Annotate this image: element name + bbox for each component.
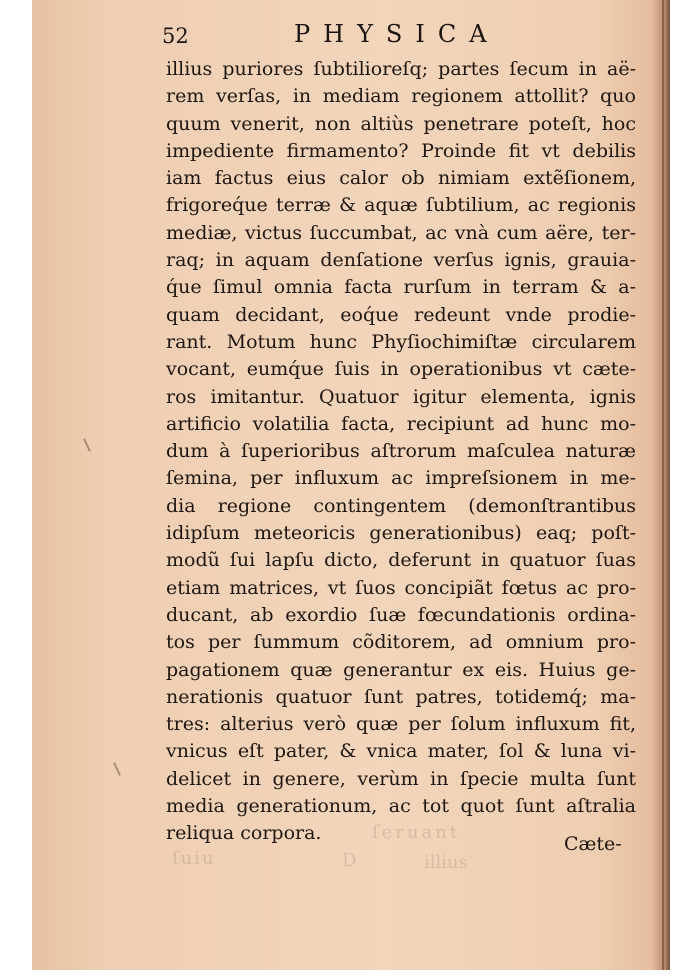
- text-line: vocant, eumq́ue ſuis in operationibus vt cæte-: [166, 358, 636, 381]
- text-line: delicet in genere, verùm in ſpecie multa ſunt: [166, 767, 636, 790]
- running-title: PHYSICA: [294, 20, 500, 48]
- text-line: raq; in aquam denſatione verſus ignis, grauia-: [166, 249, 636, 272]
- text-line: pagationem quæ generantur ex eis. Huius ge-: [166, 658, 636, 681]
- text-line: artificio volatilia facta, recipiunt ad hunc mo-: [166, 412, 636, 435]
- text-line: modũ ſui lapſu dicto, deferunt in quatuor ſuas: [166, 549, 636, 572]
- text-line: reliqua corpora.: [166, 822, 322, 845]
- text-line: dum à ſuperioribus aſtrorum maſculea naturæ: [166, 440, 636, 463]
- text-line: tos per ſummum cõditorem, ad omnium pro-: [166, 631, 636, 654]
- margin-mark: [83, 438, 91, 452]
- text-line: tres: alterius verò quæ per ſolum influxum fit,: [166, 713, 636, 736]
- text-line: quum venerit, non altiùs penetrare poteſt, hoc: [166, 112, 636, 135]
- bleed-through-text: illius: [424, 852, 468, 873]
- text-line: dia regione contingentem (demonſtrantibus: [166, 494, 636, 517]
- text-line: q́ue ſimul omnia facta rurſum in terram & a-: [166, 276, 636, 299]
- text-line: rem verſas, in mediam regionem attollit? quo: [166, 85, 636, 108]
- text-line: iam factus eius calor ob nimiam extẽſionem,: [166, 167, 636, 190]
- text-line: nerationis quatuor ſunt patres, totidemq́; ma-: [166, 685, 636, 708]
- text-line: ros imitantur. Quatuor igitur elementa, ignis: [166, 385, 636, 408]
- margin-mark: [113, 762, 121, 776]
- page-number: 52: [162, 24, 189, 48]
- text-line: ducant, ab exordio ſuæ fœcundationis ordina-: [166, 603, 636, 626]
- bleed-through-text: D: [342, 850, 357, 871]
- text-line: rant. Motum hunc Phyſiochimiſtæ circularem: [166, 330, 636, 353]
- text-line: mediæ, victus ſuccumbat, ac vnà cum aëre, ter-: [166, 221, 636, 244]
- text-line: media generationum, ac tot quot ſunt aſtralia: [166, 795, 636, 818]
- text-line: impediente firmamento? Proinde fit vt debilis: [166, 139, 636, 162]
- text-line: idipſum meteoricis generationibus) eaq; poſt-: [166, 522, 636, 545]
- text-line: quam decidant, eoq́ue redeunt vnde prodie-: [166, 303, 636, 326]
- text-line: frigoreq́ue terræ & aquæ ſubtilium, ac regionis: [166, 194, 636, 217]
- catchword: Cæte-: [564, 833, 622, 855]
- text-line: ſemina, per influxum ac impreſsionem in me-: [166, 467, 636, 490]
- page-edge-shadow: [652, 0, 670, 970]
- body-text: [166, 56, 636, 848]
- bleed-through-text: ſeruant: [372, 822, 461, 843]
- text-line: illius puriores ſubtilioreſq; partes ſecum in aë-: [166, 58, 636, 80]
- bleed-through-text: ſuiu: [172, 848, 216, 869]
- text-line: vnicus eſt pater, & vnica mater, ſol & luna vi-: [166, 740, 636, 763]
- book-page: [32, 0, 670, 970]
- page-edge-line: [662, 0, 664, 970]
- text-line: etiam matrices, vt ſuos concipiãt fœtus ac pro-: [166, 576, 636, 599]
